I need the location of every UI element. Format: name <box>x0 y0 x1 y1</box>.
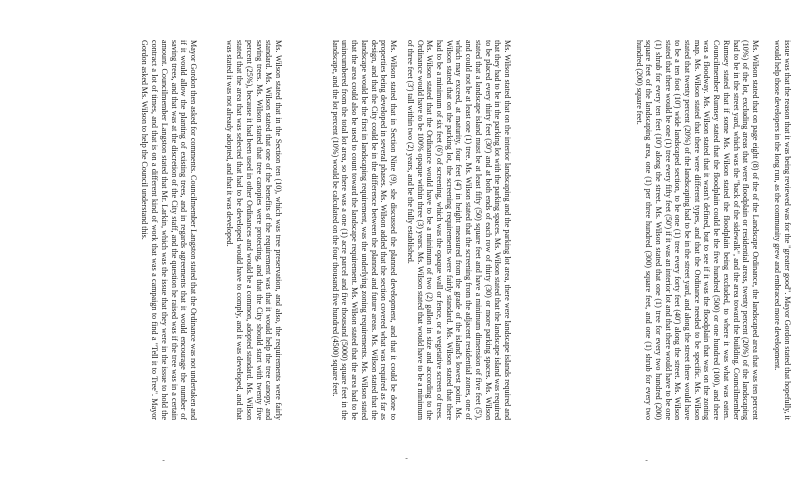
paragraph-text: Ms. Wilson stated that on page eight (8) of the of the Landscape Ordinance, the landscaped area that was ten percent (10%) of the lot, excluding areas that were floodplain or residential areas, twenty percent (20%) of the landscaping had to be in the street yard, which was the "back of the sidewalk", and the area toward the building. Councilmember Rumsey stated that if some Ms. Wilson stated the floodplain being excluded, to where it was what was eaten. Councilmember Rumsey stated that the floodplain could be the five hundred (500) or one hundred (100), and there was a floodway. Ms. Wilson stated that it wasn't defined, but to see if it was the floodplain that was on the zoning map. Ms. Wilson stated that there were different types, and that the Ordinance needed to be specific. Ms. Wilson stated that twenty percent (20%) of the landscaping had to be in the street yard, and along the street there would have to be a ten foot (10') wide landscaped section, to be one (1) tree every forty feet (40') along the street. Ms. Wilson stated that there would be one (1) tree every fifty feet (50') if it was an interior lot and that there would have to be one (1) shrub for every ten feet (10') along the street. Ms. Wilson stated that one (1) tree for every two hundred (200) square feet of the landscaping area, one (1) per three hundred (300) square feet, and one (1) shrub for every two hundred (200) square feet. <box>634 40 760 420</box>
paragraph-text: issue was that the reason that it was being reviewed was for the "greater good". Mayor Gordon stated that hopefully, it would help those developers in the long run, as the community grew and embraced more development. <box>773 40 792 420</box>
margin-mark: , <box>404 457 414 460</box>
margin-mark: , <box>644 459 654 462</box>
paragraph-3 <box>405 40 512 420</box>
paragraph-2 <box>634 40 760 420</box>
paragraph-text: Ms. Wilson stated that on the interior landscaping and the parking lot area, there were landscape islands required and that they had to be in the parking lot with the parking spaces. Ms. Wilson stated that the landscape island was required to be placed every thirty feet (30') and at both ends of each row of thirty (30) or more parking spaces. Ms. Wilson stated that a landscape island must be at least fifty (50) square feet and have a minimum dimension of five feet (5'), and could not be at least one (1) tree. Ms. Wilson stated that the screening from the adjacent residential zones, one of which may exceed, at maturity, four feet (4') in height measured from the grade of the island's lowest point. Ms. Wilson stated that on the parking lot, the screening requirements were fairly standard. Ms. Wilson stated that there had to be a minimum of six feet (6') of screening, which was the opaque wall or fence, or a vegetative screen of trees. Ms. Wilson stated that the Ordinance would have to be a minimum of two (2) gallon in size and according to the Ordinance would have to be 100% opaque within three (3) years. Ms. Wilson stated that would have to be a minimum of three feet (3') tall within two (2) years, and be the fully established. <box>405 40 512 420</box>
paragraph-text: Ms. Wilson stated that in Section Nine (9), she discussed the planned development, and that it could be done to properties being developed in several phases. Ms. Wilson added that the section covered what was required as far as design, and that the City could be in the difference between the planned and future areas. Ms. Wilson stated that the landscape would be the first in landscaping requirement, was the underlying zoning requirements. Ms. Wilson stated that the area could also be used to count toward the landscape requirement. Ms. Wilson stated that the area had to be unincumbered from the total lot area, so there was a one (1) acre parcel and five thousand (5000) square feet in the landscape, and the lot percent (10%) would be calculated on the four thousand five hundred (4500) square feet. <box>330 40 398 420</box>
paragraph-4 <box>330 40 398 420</box>
paragraph-5 <box>225 40 283 420</box>
paragraph-text: Ms. Wilson stated that in the Section ten (10), which was tree preservation, and also, the requirements were fairly standard. Ms. Wilson stated that one of the benefits of the requirement was that it would help the tree canopy, and saving trees. Ms. Wilson stated that tree canopies were protecting, and that the City should start with twenty five percent (25%), because it had been used in other Ordinances and would be a common, adopted standard. Ms. Wilson stated that the area that was selected that had to be developed would have to comply, and it was developed, and that was stated it was not already adopted, and that it was developed. <box>225 40 283 420</box>
paragraph-1 <box>773 40 792 420</box>
paragraph-6 <box>140 40 198 420</box>
margin-mark: , <box>161 459 171 462</box>
paragraph-text: Mayor Gordon then asked for comments. Councilmember Langston stated that the Ordinance was not undertaken and if it would allow the planting of existing trees, and in regards agreements that it would encourage the number of saving trees, and that was at the discretion of the City staff, and the question he raised was if the tree was in a certain amount. Councilmember Langston stated that Mr. Larkin, which was the issue that they were in the issue to hold the contract a lot of times, and that is on a different kind of work that was a campaign to find a "Tell it to Tree". Mayor Gordon asked Ms. Wilson to help the Council understand this. <box>140 40 198 420</box>
